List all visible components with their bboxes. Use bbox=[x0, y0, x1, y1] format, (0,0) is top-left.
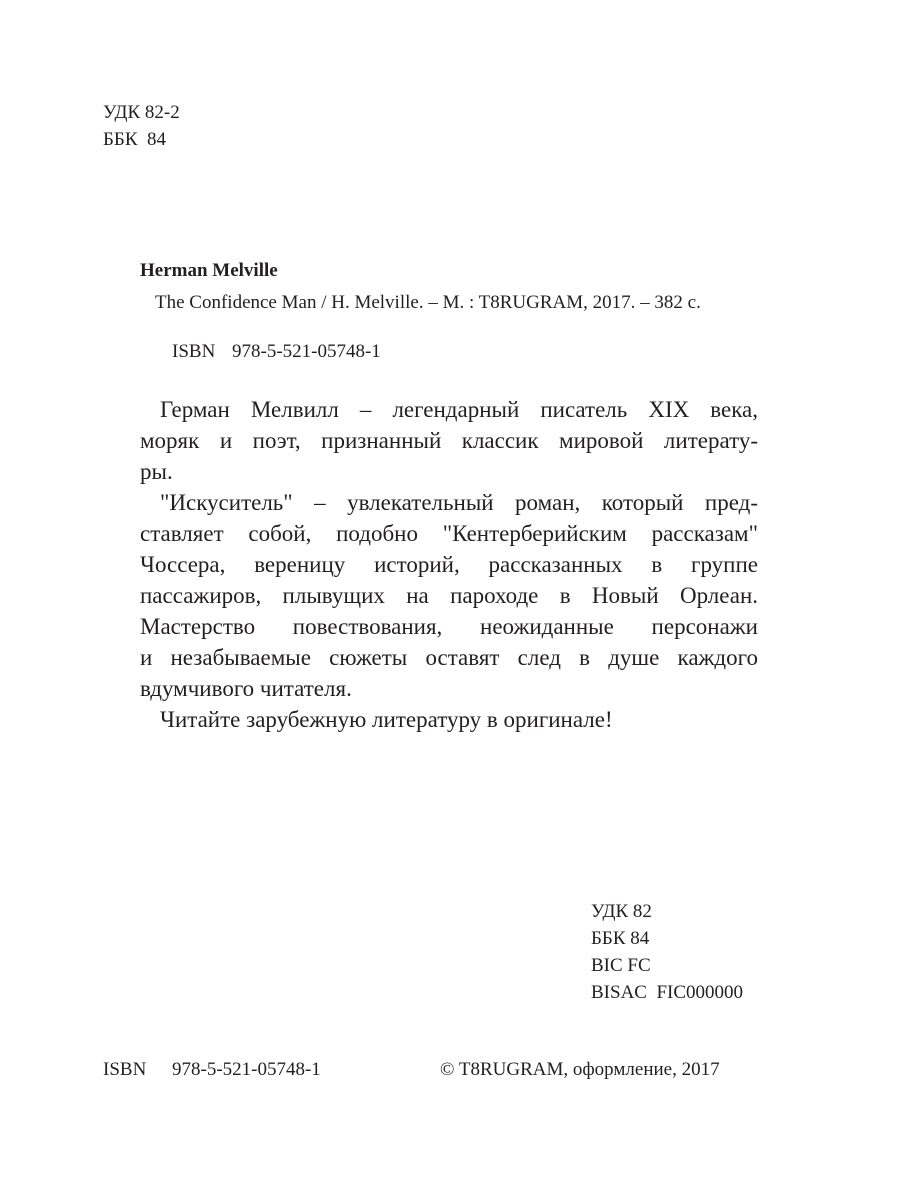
annotation-line: Читайте зарубежную литературу в оригинале! bbox=[160, 707, 613, 732]
annotation-line: ставляет собой, подобно "Кентерберийским рассказам" bbox=[140, 521, 758, 546]
footer-isbn-number: 978-5-521-05748-1 bbox=[172, 1059, 321, 1080]
annotation-line: вдумчивого читателя. bbox=[140, 676, 352, 701]
annotation-line: Герман Мелвилл – легендарный писатель XIX века, bbox=[160, 397, 758, 422]
annotation-line: ры. bbox=[140, 459, 173, 484]
bibliographic-entry: The Confidence Man / H. Melville. – M. : T8RUGRAM, 2017. – 382 c. bbox=[155, 292, 701, 313]
annotation-line: "Искуситель" – увлекательный роман, который пред- bbox=[160, 490, 758, 515]
header-udk: УДК 82-2 bbox=[103, 102, 180, 123]
isbn-number: 978-5-521-05748-1 bbox=[232, 341, 381, 362]
author-name: Herman Melville bbox=[140, 260, 278, 281]
class-bbk: ББК 84 bbox=[591, 928, 650, 949]
annotation-line: и незабываемые сюжеты оставят след в душе каждого bbox=[140, 645, 758, 670]
annotation-line: Мастерство повествования, неожиданные персонажи bbox=[140, 614, 758, 639]
annotation-line: Чоссера, вереницу историй, рассказанных в группе bbox=[140, 552, 758, 577]
annotation bbox=[140, 394, 758, 735]
footer-isbn-label: ISBN bbox=[103, 1059, 147, 1080]
header-bbk: ББК 84 bbox=[103, 129, 166, 150]
class-bisac: BISAC FIC000000 bbox=[591, 982, 744, 1003]
footer-copyright: © T8RUGRAM, оформление, 2017 bbox=[440, 1059, 720, 1080]
isbn-label: ISBN bbox=[172, 341, 216, 362]
annotation-line: пассажиров, плывущих на пароходе в Новый Орлеан. bbox=[140, 583, 758, 608]
class-bic: BIC FC bbox=[591, 955, 651, 976]
class-udk: УДК 82 bbox=[591, 901, 652, 922]
annotation-line: моряк и поэт, признанный классик мировой литерату- bbox=[140, 428, 758, 453]
